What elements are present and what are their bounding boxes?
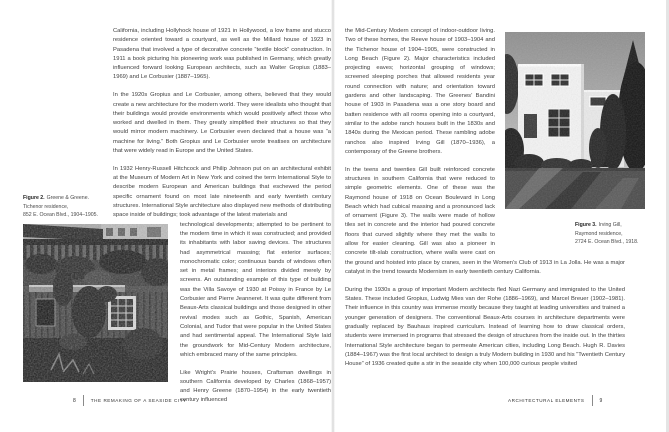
left-running-title: THE REMAKING OF A SEASIDE CITY <box>90 398 187 403</box>
figure-3-caption-line-3: 2724 E. Ocean Blvd., 1918. <box>575 239 639 246</box>
left-page-number: 8 <box>73 397 76 404</box>
paragraph: In the teens and twenties Gill built reinforced concrete structures in southern California that were reduced to simple geometric elements. One of these was the Raymond house of 1918 on Ocean Boulevard in Long Beach which had cubical massing and a pronounced lack of ornament (Figure 3). The walls were made of hollow tiles set in concrete and the interior had poured concrete floors that curved slightly where they met the walls to allow for easier cleaning. Gill was also a pioneer in concrete tilt-slab construction, where walls were cast on the ground and hoisted into place by cranes, seen in the Women’s Club of 1913 in La Jolla. He was a major catalyst in the trend towards Modernism in early twentieth century California. <box>345 166 625 275</box>
figure-2-label: Figure 2. <box>23 195 45 201</box>
paragraph: California, including Hollyhock house of 1921 in Hollywood, a low frame and stucco residence oriented toward a courtyard, as well as the Millard house of 1923 in Pasadena that involved a type of decorative concrete “textile block” construction. In 1911 a book picturing his pioneering work was published in Germany, which greatly influenced forward looking European architects, such as Walter Gropius (1883–1969) and Le Corbusier (1887–1965). <box>113 28 331 81</box>
figure-3-caption <box>575 221 645 247</box>
footer-divider <box>592 395 593 406</box>
left-page <box>0 0 333 432</box>
right-running-title: ARCHITECTURAL ELEMENTS <box>508 398 585 403</box>
figure-3-caption-line-1 <box>575 221 645 230</box>
figure-2-credit: Greene & Greene. <box>46 195 90 201</box>
left-page-footer <box>73 395 187 406</box>
figure-3-credit: Irving Gill, <box>598 222 622 228</box>
page-gutter <box>331 0 335 432</box>
paragraph: In 1932 Henry-Russell Hitchcock and Philip Johnson put on an architectural exhibit at the Museum of Modern Art in New York and coined the term International Style to describe modern European and American buildings that eschewed the period specific ornament found on most late nineteenth and early twentieth century structures. International Style architecture also displayed new methods of distributing space inside of buildings; took advantage of the latest materials and <box>113 165 331 219</box>
paragraph: Like Wright’s Prairie houses, Craftsman dwellings in southern California developed by Charles (1868–1957) and Henry Greene (1870–1954) in the early twentieth century influenced <box>180 369 331 404</box>
left-page-text <box>113 27 331 414</box>
right-page-text <box>345 27 639 378</box>
paragraph: In the 1920s Gropius and Le Corbusier, among others, believed that they would create a new architecture for the modern world. They were idealists who thought that their buildings would provide environments which would positively affect those who worked and dwelled in them. They greatly simplified their structures so that they would mirror modern machinery. Le Corbusier even declared that a house was “a machine for living.” Both Gropius and Le Corbusier wrote treatises on architecture that were widely read in Europe and the United States. <box>113 92 331 155</box>
right-page-footer <box>508 395 602 406</box>
paragraph: the Mid-Century Modern concept of indoor-outdoor living. Two of these homes, the Reeve house of 1903–1904 and the Tichenor house of 1904–1905, were constructed in Long Beach (Figure 2). Major characteristics included projecting eaves; horizontal grouping of windows; screened sleeping porches that allowed residents year round connection with nature; and orientation toward gardens and other landscaping. The Greenes’ Bandini house of 1903 in Pasadena was a one story board and batten residence with all rooms opening into a courtyard, similar to the adobe ranch houses built in the 1830s and 1840s during the Mexican period. These rambling adobe ranchos also inspired Irving Gill (1870–1936), a contemporary of the Greene brothers. <box>345 28 495 155</box>
right-page-number: 9 <box>599 397 603 404</box>
paragraph: During the 1930s a group of important Modern architects fled Nazi Germany and immigrated to the United States. These included Gropius, Ludwig Mies van der Rohe (1886–1969), and Marcel Breuer (1902–1981). Their influence in this country was immense mostly because they taught at leading universities and trained a younger generation of designers. The conventional Beaux-Arts courses in architecture departments were gradually replaced by Bauhaus inspired curriculum. Instead of learning how to draw classical orders, students were immersed in programs that stressed the design of structures from the inside out. In the thirties International Style architecture began to permeate American cities, including Long Beach. Hugh R. Davies (1884–1967) was the first local architect to design a truly Modern building in 1930 and his “Twentieth Century House” of 1936 created quite a stir in the seaside city when 100,000 curious people visited <box>345 286 625 368</box>
right-page <box>334 0 669 432</box>
figure-3-label: Figure 3. <box>575 222 597 228</box>
raymond-photo-art <box>505 32 645 209</box>
paragraph: technological developments; attempted to be pertinent to the modern time in which it was constructed; and provided its inhabitants with labor saving devices. The structures had asymmetrical massing; flat exterior surfaces; monochromatic color; continuous bands of windows often set in metal frames; and interiors divided merely by screens. An outstanding example of this type of building was the Villa Savoye of 1930 at Poissy in France by Le Corbusier and Pierre Jeanneret. It was quite different from Beaux-Arts classical buildings and those designed in other revival modes such as Gothic, Spanish, American Colonial, and Tudor that were popular in the United States and had sentimental appeal. The International Style laid the groundwork for Mid-Century Modern architecture, which embraced many of the same principles. <box>180 221 331 358</box>
figure-2-caption-line-2: Tichenor residence, <box>23 203 69 210</box>
footer-divider <box>83 395 84 406</box>
figure-2-caption-line-3: 852 E. Ocean Blvd., 1904–1905. <box>23 212 98 219</box>
figure-3 <box>505 32 645 247</box>
figure-3-caption-line-2: Raymond residence, <box>575 230 623 237</box>
raymond-residence-photo <box>505 32 645 209</box>
